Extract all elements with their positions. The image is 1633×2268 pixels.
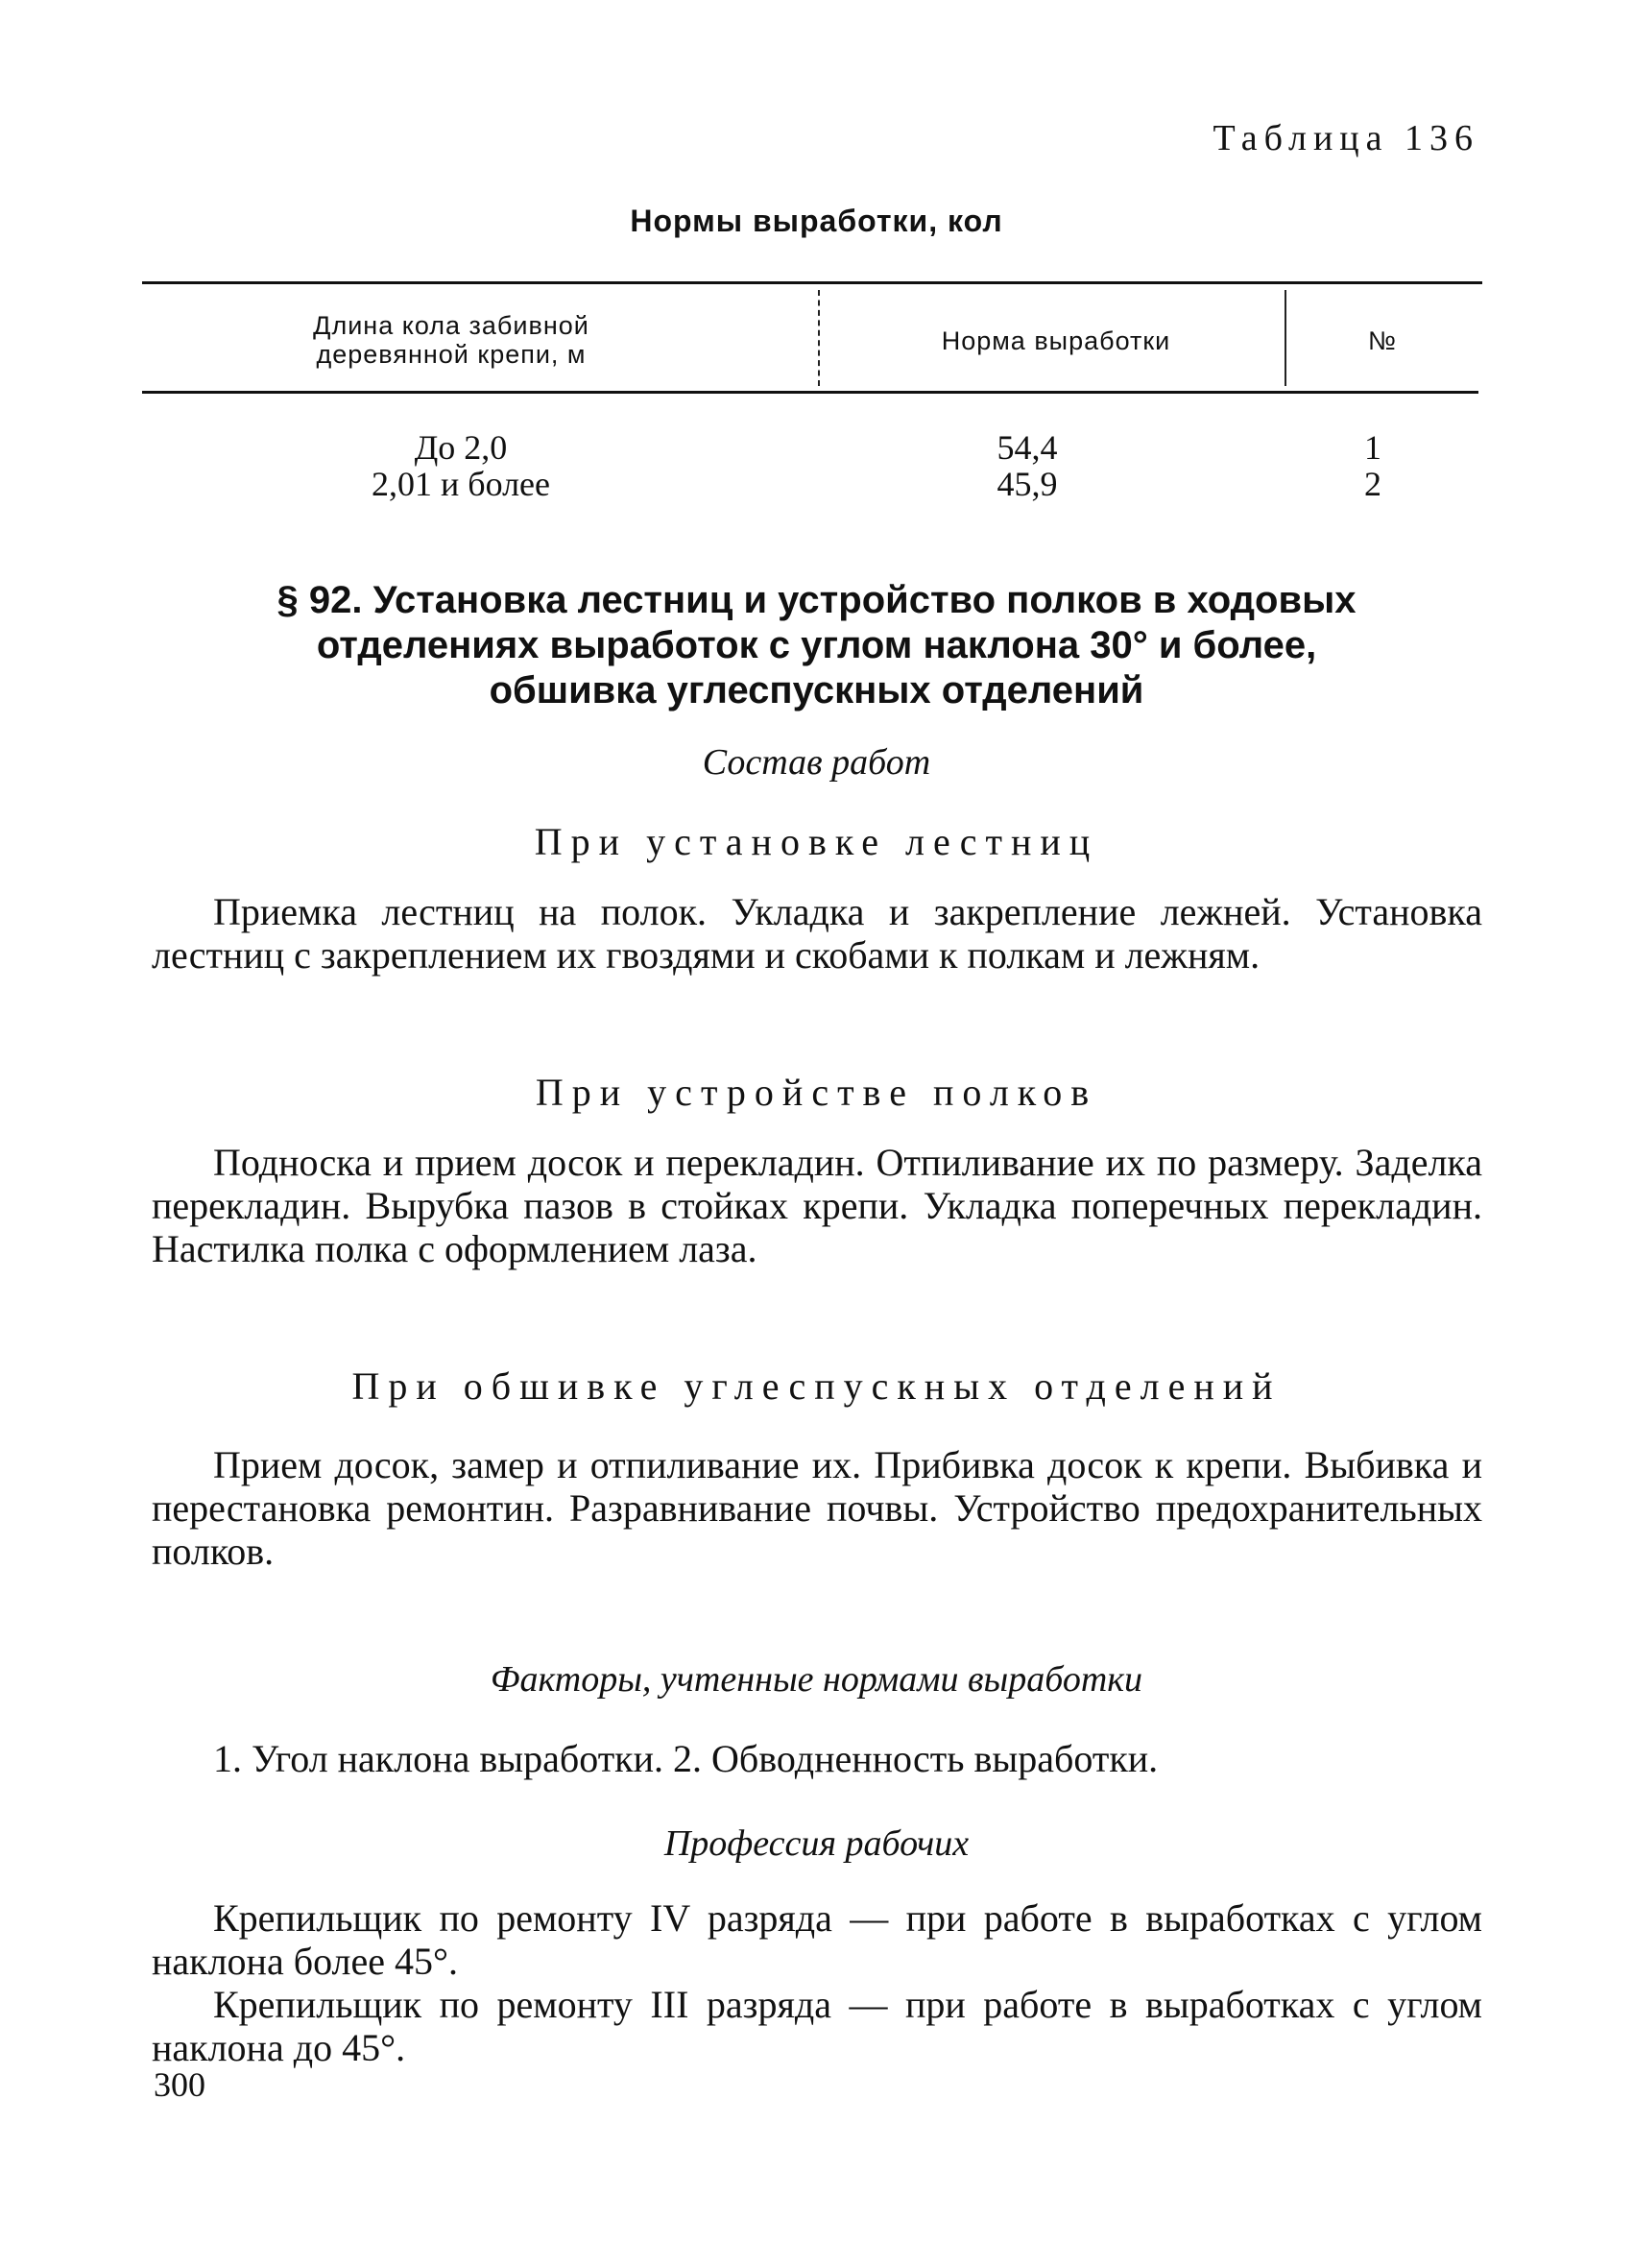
paragraph-text: Крепильщик по ремонту III разряда — при работе в выработках с углом наклона до 45°.: [152, 1983, 1482, 2069]
subsection-heading-ladders: При установке лестниц: [534, 820, 1099, 863]
paragraph-text: Прием досок, замер и отпиливание их. Прибивка досок к крепи. Выбивка и перестановка ремонтин. Разравнивание почвы. Устройство предохранительных полков.: [152, 1443, 1482, 1573]
profession-heading: Профессия рабочих: [663, 1823, 970, 1864]
section-title-line: отделениях выработок с углом наклона 30° и более,: [316, 624, 1317, 666]
page-number: 300: [154, 2065, 205, 2104]
section-title-line: обшивка углеспускных отделений: [489, 669, 1144, 712]
profession-paragraph: [152, 1896, 1482, 1983]
table-cell-length: До 2,0: [414, 428, 508, 467]
table-header-length: Длина кола забивной деревянной крепи, м: [313, 311, 589, 369]
paragraph-text: Крепильщик по ремонту IV разряда — при работе в выработках с углом наклона более 45°.: [152, 1896, 1482, 1983]
table-cell-number: 2: [1364, 465, 1381, 503]
table-cell-number: 1: [1364, 428, 1381, 467]
table-column-separator: [1285, 290, 1286, 386]
profession-paragraph: [152, 1983, 1482, 2069]
section-title-line: § 92. Установка лестниц и устройство полков в ходовых: [276, 579, 1357, 621]
table-column-separator: [818, 290, 820, 386]
table-title: Нормы выработки, кол: [630, 204, 1003, 238]
subsection-heading-lining: При обшивке углеспускных отделений: [351, 1364, 1282, 1408]
section-title: [0, 578, 1633, 713]
table-header-norm: Норма выработки: [941, 326, 1171, 355]
paragraph-text: Приемка лестниц на полок. Укладка и закрепление лежней. Установка лестниц с закреплением их гвоздями и скобами к полкам и лежням.: [152, 890, 1482, 977]
table-cell-norm: 45,9: [997, 465, 1058, 503]
paragraph-text: Подноска и прием досок и перекладин. Отпиливание их по размеру. Заделка перекладин. Вырубка пазов в стойках крепи. Укладка поперечных перекладин. Настилка полка с оформлением лаза.: [152, 1141, 1482, 1270]
paragraph-text: 1. Угол наклона выработки. 2. Обводненность выработки.: [213, 1737, 1159, 1780]
composition-heading: Состав работ: [702, 742, 931, 783]
factors-heading: Факторы, учтенные нормами выработки: [490, 1659, 1143, 1700]
paragraph-ladders: [152, 890, 1482, 977]
table-label: Таблица 136: [1213, 118, 1479, 158]
paragraph-shelves: [152, 1141, 1482, 1270]
table-cell-length: 2,01 и более: [371, 465, 551, 503]
table-header-number: №: [1368, 326, 1397, 355]
table-cell-norm: 54,4: [997, 428, 1058, 467]
subsection-heading-shelves: При устройстве полков: [535, 1071, 1098, 1114]
table-header-rule: [142, 391, 1478, 394]
paragraph-lining: [152, 1443, 1482, 1573]
factors-paragraph: [152, 1737, 1482, 1780]
table-top-rule: [142, 281, 1482, 284]
